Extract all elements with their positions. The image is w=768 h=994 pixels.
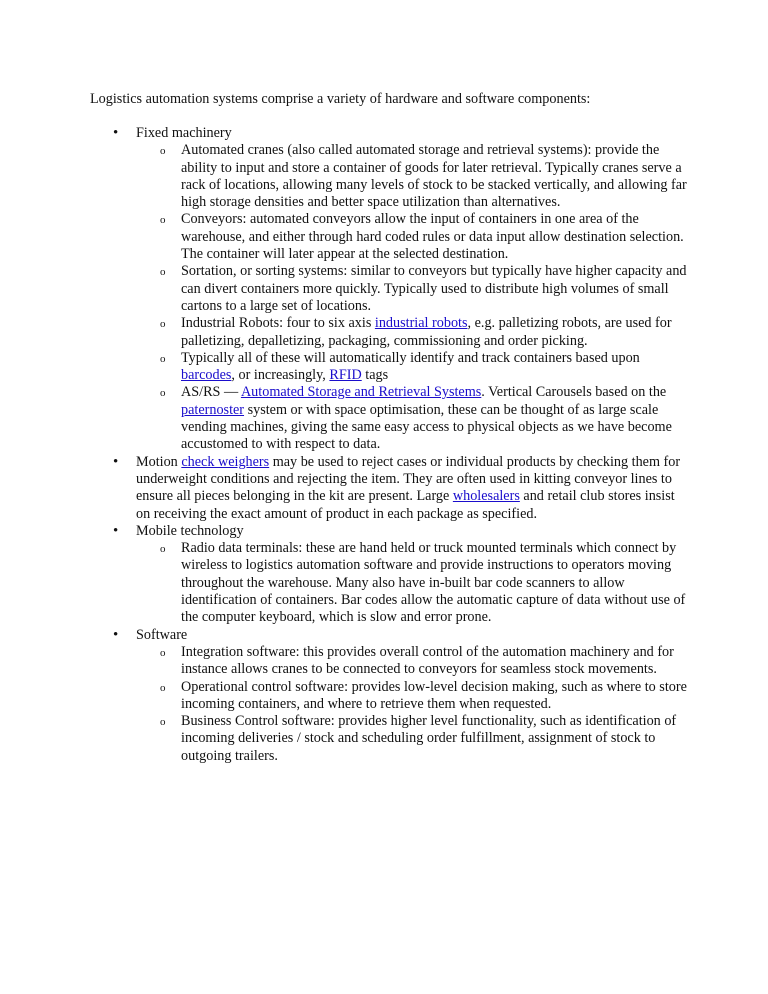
link-industrial-robots[interactable]: industrial robots	[374, 315, 468, 332]
section-title-software: Software	[136, 626, 188, 643]
industrial-robots-text-post: , e.g. palletizing robots, are used for palletizing, depalletizing, packaging, commissioning and order picking.	[181, 315, 672, 349]
asrs-text-post: system or with space optimisation, these can be thought of as large scale vending machines, giving the same easy access to physical objects as we have become accustomed to with respect to data.	[181, 401, 672, 453]
components-list	[0, 125, 690, 765]
sublist-item-identification	[0, 350, 690, 385]
link-check-weighers[interactable]: check weighers	[181, 453, 270, 470]
sublist-item-automated-cranes: o Automated cranes (also called automated storage and retrieval systems): provide the ability to input and store a container of goods for later retrieval. Typically cranes serve a rack of locations, allowing many levels of stock to be stacked vertically, and allowing far high storage densities and better space utilization than alternatives.	[0, 142, 690, 211]
list-item-mobile-technology	[0, 523, 690, 627]
list-item-fixed-machinery	[0, 125, 690, 454]
sublist-mobile-technology	[136, 540, 690, 626]
sublist-item-sortation: o Sortation, or sorting systems: similar to conveyors but typically have higher capacity and can divert containers more quickly. Typically used to distribute high volumes of small cartons to a large set of locations.	[0, 263, 690, 315]
sublist-software	[136, 644, 690, 765]
identification-text-post: tags	[361, 367, 389, 384]
asrs-text-mid: . Vertical Carousels based on the	[481, 384, 667, 401]
sublist-item-industrial-robots	[0, 315, 690, 350]
sublist-item-asrs	[0, 384, 690, 453]
section-title-fixed-machinery: Fixed machinery	[136, 125, 232, 141]
identification-text-pre: Typically all of these will automatically identify and track containers based upon	[181, 349, 640, 366]
list-item-check-weighers	[0, 454, 690, 523]
industrial-robots-text-pre: Industrial Robots: four to six axis	[181, 315, 375, 332]
asrs-text-pre: AS/RS —	[181, 384, 241, 401]
sublist-fixed-machinery	[136, 142, 690, 453]
intro-paragraph: Logistics automation systems comprise a variety of hardware and software components:	[90, 91, 591, 107]
check-weighers-text-pre: Motion	[136, 453, 182, 470]
link-paternoster[interactable]: paternoster	[181, 401, 245, 418]
sublist-item-operational-control-software: o Operational control software: provides low-level decision making, such as where to store incoming containers, and where to retrieve them when requested.	[0, 679, 690, 714]
sublist-item-integration-software: o Integration software: this provides overall control of the automation machinery and for instance allows cranes to be connected to conveyors for seamless stock movements.	[0, 644, 690, 679]
identification-text-mid: , or increasingly,	[231, 367, 330, 384]
link-automated-storage-and-retrieval-systems[interactable]: Automated Storage and Retrieval Systems	[240, 384, 482, 401]
sublist-item-conveyors: o Conveyors: automated conveyors allow the input of containers in one area of the warehouse, and either through hard coded rules or data input allow destination selection. The container will later appear at the selected destination.	[0, 211, 690, 263]
section-title-mobile-technology: Mobile technology	[136, 522, 244, 539]
link-barcodes[interactable]: barcodes	[181, 367, 232, 384]
link-wholesalers[interactable]: wholesalers	[452, 488, 520, 505]
sublist-item-radio-data-terminals: o Radio data terminals: these are hand held or truck mounted terminals which connect by wireless to logistics automation software and provide instructions to operators moving throughout the warehouse. Many also have in-built bar code scanners to allow identification of containers. Bar codes allow the automatic capture of data without use of the computer keyboard, which is slow and error prone.	[0, 540, 690, 626]
sublist-item-business-control-software: o Business Control software: provides higher level functionality, such as identification of incoming deliveries / stock and scheduling order fulfillment, assignment of stock to outgoing trailers.	[0, 713, 690, 765]
link-rfid[interactable]: RFID	[329, 367, 362, 384]
list-item-software	[0, 627, 690, 765]
check-weighers-text-post: and retail club stores insist on receiving the exact amount of product in each package as specified.	[136, 488, 675, 522]
check-weighers-text-mid: may be used to reject cases or individual products by checking them for underweight conditions and rejecting the item. They are often used in kitting conveyor lines to ensure all pieces belonging in the kit are present. Large	[136, 453, 681, 505]
